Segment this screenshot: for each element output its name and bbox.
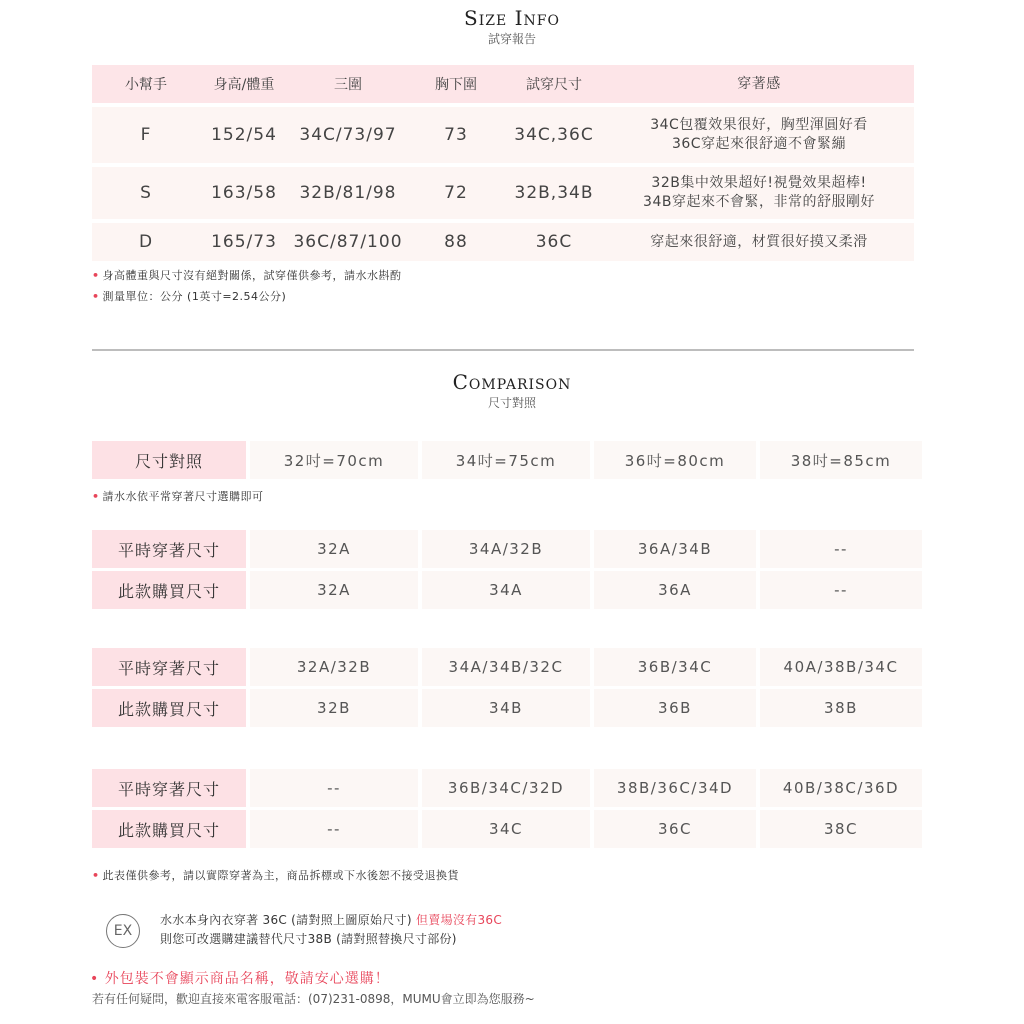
feel-line: 34B穿起來不會緊，非常的舒服剛好: [643, 194, 875, 210]
size-cell: --: [250, 769, 418, 807]
feel-cell: [604, 233, 914, 252]
size-info-title: Size Info: [464, 6, 560, 30]
size-cell: 36B: [594, 689, 756, 727]
table-header: [92, 65, 914, 103]
table-row: [92, 107, 914, 163]
size-cell: 32A/32B: [250, 648, 418, 686]
comparison-group: [92, 530, 922, 609]
usual-size-label: 平時穿著尺寸: [92, 530, 246, 568]
size-cell: 34A/32B: [422, 530, 590, 568]
size-cell: 32吋=70cm: [250, 441, 418, 479]
size-cell: 36B/34C/32D: [422, 769, 590, 807]
example-highlight: 但賣場沒有36C: [415, 913, 503, 927]
usual-size-row: [92, 769, 922, 807]
feel-cell: [604, 116, 914, 154]
size-cell: --: [760, 530, 922, 568]
header-cell: 穿著感: [737, 75, 781, 92]
buy-size-row: [92, 810, 922, 848]
size-cell: --: [250, 810, 418, 848]
buy-size-label: 此款購買尺寸: [92, 689, 246, 727]
feel-line: 穿起來很舒適，材質很好摸又柔滑: [650, 233, 868, 250]
header-cell: 胸下圍: [435, 77, 477, 93]
example-line: 則您可改選購建議替代尺寸38B (請對照替換尺寸部份): [160, 932, 457, 946]
usual-size-row: [92, 648, 922, 686]
size-cell: 34C: [422, 810, 590, 848]
height-weight-cell: 152/54: [211, 125, 277, 145]
size-cell: 36A: [594, 571, 756, 609]
size-cell: 34A: [422, 571, 590, 609]
feel-cell: [604, 174, 914, 212]
package-note: • 外包裝不會顯示商品名稱，敬請安心選購！: [90, 971, 390, 987]
helper-cell: F: [140, 125, 152, 145]
underbust-cell: 73: [444, 125, 468, 145]
note-line: [92, 867, 459, 883]
size-cell: 32B: [250, 689, 418, 727]
underbust-cell: 88: [444, 232, 468, 252]
size-cell: 36A/34B: [594, 530, 756, 568]
note-line: [92, 267, 402, 283]
usual-size-row: [92, 530, 922, 568]
comparison-subtitle: 尺寸對照: [487, 396, 536, 410]
size-cell: --: [760, 571, 922, 609]
example-text: [160, 911, 502, 949]
size-cell: 38B: [760, 689, 922, 727]
section-divider: [92, 349, 914, 351]
example-line: [160, 911, 502, 930]
measurements-cell: 32B/81/98: [299, 183, 397, 203]
feel-line: 34C包覆效果很好，胸型渾圓好看: [650, 117, 868, 133]
size-cell: 40A/38B/34C: [760, 648, 922, 686]
buy-size-row: [92, 689, 922, 727]
ex-badge-icon: [106, 914, 140, 948]
usual-size-label: 平時穿著尺寸: [92, 769, 246, 807]
header-cell: 身高/體重: [213, 77, 275, 93]
size-cell: 32A: [250, 530, 418, 568]
bullet-icon: •: [92, 490, 100, 503]
comparison-header-label: 尺寸對照: [92, 441, 246, 479]
size-cell: 40B/38C/36D: [760, 769, 922, 807]
buy-size-label: 此款購買尺寸: [92, 571, 246, 609]
size-cell: 34A/34B/32C: [422, 648, 590, 686]
size-cell: 36吋=80cm: [594, 441, 756, 479]
feel-line: 32B集中效果超好!視覺效果超棒!: [651, 175, 867, 191]
comparison-header-row: [92, 441, 922, 479]
bullet-icon: •: [92, 290, 100, 303]
height-weight-cell: 165/73: [211, 232, 277, 252]
size-cell: 34吋=75cm: [422, 441, 590, 479]
buy-size-label: 此款購買尺寸: [92, 810, 246, 848]
measurements-cell: 34C/73/97: [299, 125, 397, 145]
tried-size-cell: 32B,34B: [514, 183, 594, 203]
comparison-group: [92, 648, 922, 727]
table-row: [92, 223, 914, 261]
comparison-title: Comparison: [452, 370, 572, 394]
table-row: [92, 167, 914, 219]
feel-line: 36C穿起來很舒適不會緊繃: [671, 136, 847, 152]
header-cell: 試穿尺寸: [526, 77, 582, 93]
height-weight-cell: 163/58: [211, 183, 277, 203]
note-text: 測量單位：公分 (1英寸=2.54公分): [102, 290, 287, 303]
note-text: 身高體重與尺寸沒有絕對關係，試穿僅供參考，請水水斟酌: [102, 269, 402, 282]
size-cell: 34B: [422, 689, 590, 727]
size-info-table: [92, 65, 914, 261]
helper-cell: S: [140, 183, 152, 203]
note-line: [92, 488, 264, 504]
comparison-group: [92, 769, 922, 848]
example-line-part: 水水本身內衣穿著 36C (請對照上圖原始尺寸): [160, 913, 412, 927]
size-cell: 38吋=85cm: [760, 441, 922, 479]
contact-info: 若有任何疑問，歡迎直接來電客服電話：(07)231-0898，MUMU會立即為您服務~: [92, 992, 535, 1006]
tried-size-cell: 34C,36C: [514, 125, 594, 145]
buy-size-row: [92, 571, 922, 609]
bullet-icon: •: [92, 869, 100, 882]
helper-cell: D: [138, 232, 154, 252]
size-cell: 32A: [250, 571, 418, 609]
usual-size-label: 平時穿著尺寸: [92, 648, 246, 686]
size-cell: 36C: [594, 810, 756, 848]
size-cell: 38B/36C/34D: [594, 769, 756, 807]
ex-badge-text: EX: [113, 923, 133, 939]
header-cell: 小幫手: [125, 77, 167, 93]
underbust-cell: 72: [444, 183, 468, 203]
header-cell: 三圍: [334, 77, 362, 93]
measurements-cell: 36C/87/100: [293, 232, 403, 252]
size-info-subtitle: 試穿報告: [487, 32, 536, 46]
note-text: 此表僅供參考，請以實際穿著為主，商品拆標或下水後恕不接受退換貨: [102, 869, 460, 882]
tried-size-cell: 36C: [535, 232, 573, 252]
note-line: [92, 288, 286, 304]
note-text: 請水水依平常穿著尺寸選購即可: [102, 490, 264, 503]
size-cell: 36B/34C: [594, 648, 756, 686]
bullet-icon: •: [92, 269, 100, 282]
size-cell: 38C: [760, 810, 922, 848]
